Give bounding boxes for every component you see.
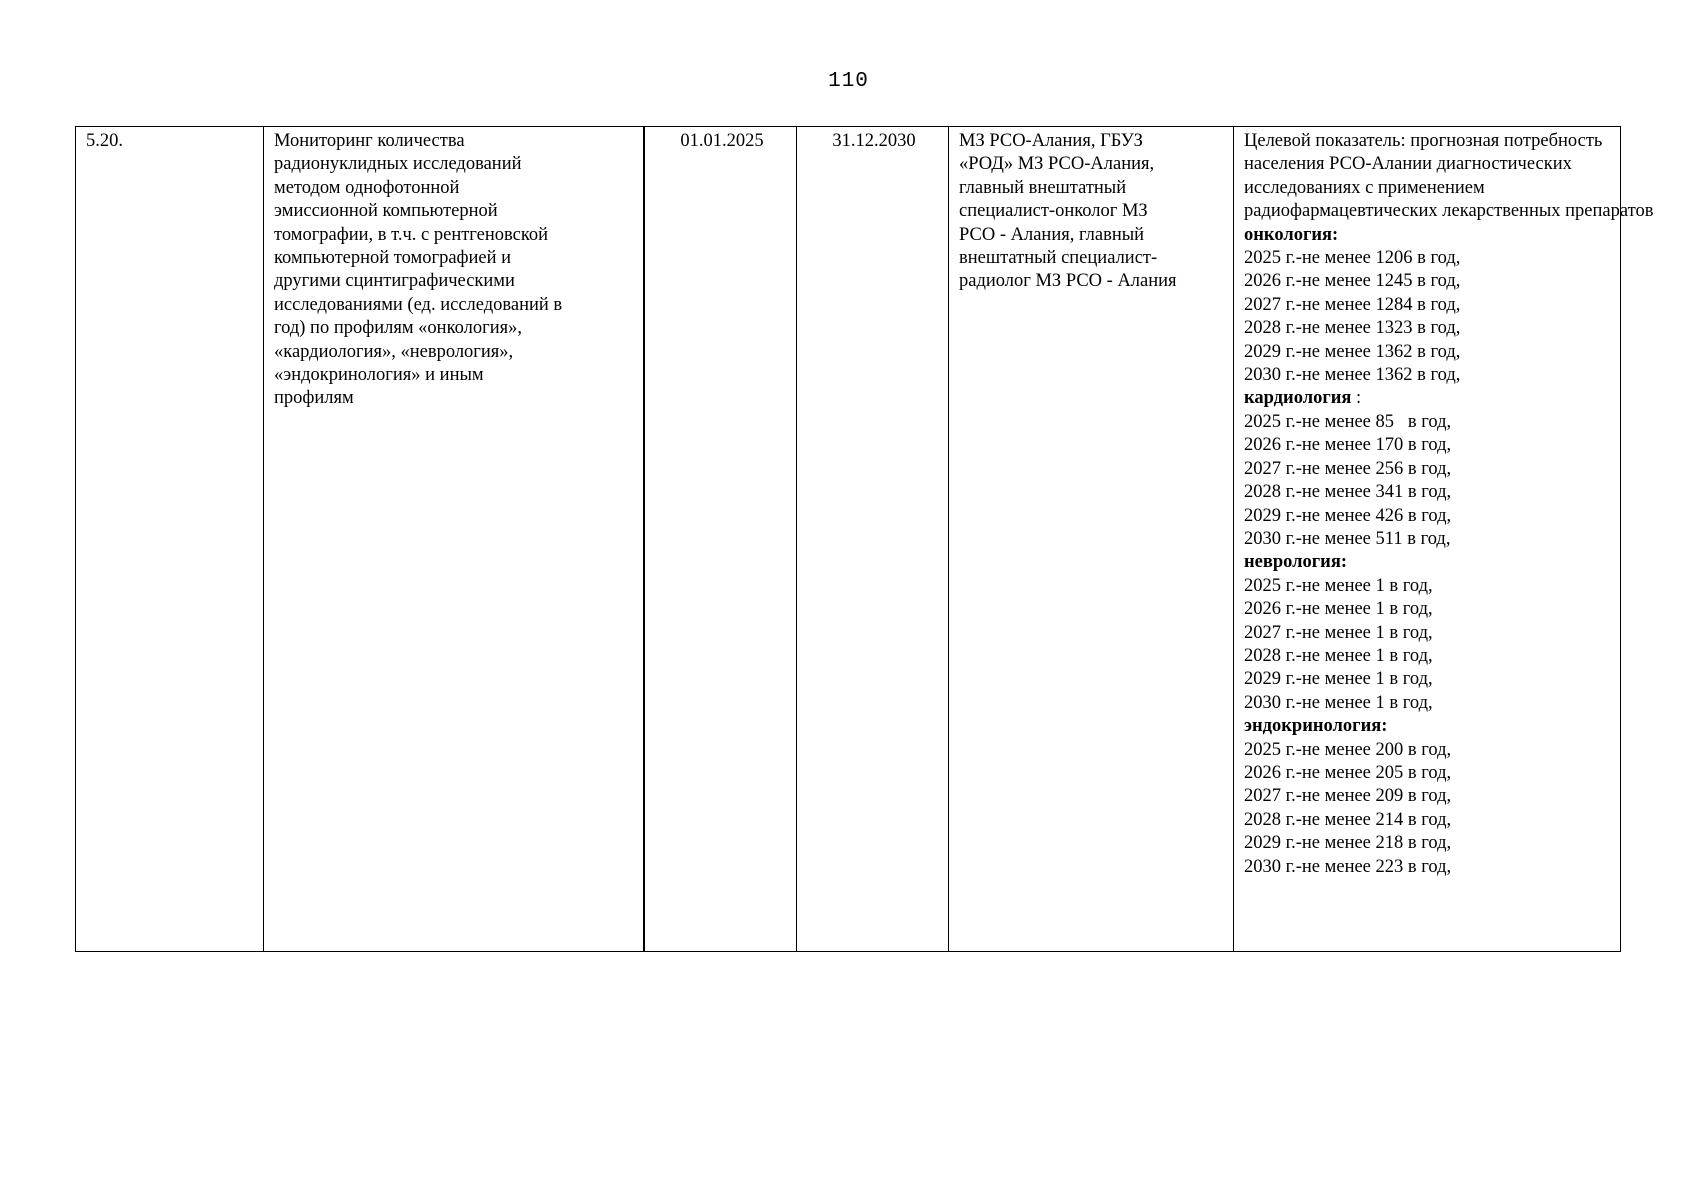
indicator-value-line: 2030 г.-не менее 1 в год, (1244, 692, 1433, 713)
indicator-intro-line: Целевой показатель: прогнозная потребность (1244, 131, 1603, 151)
indicator-value-line: 2028 г.-не менее 341 в год, (1244, 482, 1452, 503)
start-date-cell (644, 127, 797, 952)
responsible-line: специалист-онколог МЗ (959, 201, 1148, 222)
indicator-value-line: 2029 г.-не менее 1 в год, (1244, 669, 1433, 690)
indicator-value-line: 2027 г.-не менее 1284 в год, (1244, 294, 1461, 315)
end-date: 31.12.2030 (832, 131, 916, 151)
profile-title-suffix: : (1351, 388, 1362, 409)
start-date: 01.01.2025 (680, 131, 764, 151)
indicator-value-line: 2029 г.-не менее 1362 в год, (1244, 341, 1461, 362)
indicator-value-line: 2028 г.-не менее 1323 в год, (1244, 318, 1461, 339)
event-line: эмиссионной компьютерной (274, 201, 498, 222)
indicator-value-line: 2028 г.-не менее 1 в год, (1244, 645, 1433, 666)
indicator-value-line: 2027 г.-не менее 1 в год, (1244, 622, 1433, 643)
profile-title-oncology: онкология: (1244, 224, 1339, 245)
event-description-cell (264, 127, 645, 952)
row-number: 5.20. (86, 131, 123, 151)
event-line: «кардиология», «неврология», (274, 341, 514, 362)
profile-title-cardiology-row (1244, 387, 1613, 410)
event-line: профилям (274, 388, 354, 409)
plan-table (75, 126, 1654, 952)
responsible-line: РСО - Алания, главный (959, 224, 1145, 245)
event-line: год) по профилям «онкология», (274, 318, 522, 339)
indicator-intro-line: исследованиях с применением (1244, 177, 1485, 198)
indicator-value-line: 2026 г.-не менее 170 в год, (1244, 435, 1452, 456)
target-indicator-cell (1234, 127, 1654, 952)
event-line: томографии, в т.ч. с рентгеновской (274, 224, 549, 245)
responsible-line: радиолог МЗ РСО - Алания (959, 271, 1177, 292)
page-number: 110 (828, 70, 869, 93)
indicator-value-line: 2025 г.-не менее 1206 в год, (1244, 248, 1461, 269)
row-number-cell (76, 127, 264, 952)
indicator-value-line: 2030 г.-не менее 511 в год, (1244, 528, 1451, 549)
event-line: «эндокринология» и иным (274, 365, 484, 386)
responsible-line: «РОД» МЗ РСО-Алания, (959, 154, 1155, 175)
responsible-line: МЗ РСО-Алания, ГБУЗ (959, 131, 1143, 151)
event-line: методом однофотонной (274, 177, 460, 198)
indicator-value-line: 2030 г.-не менее 1362 в год, (1244, 365, 1461, 386)
end-date-cell (797, 127, 949, 952)
indicator-value-line: 2025 г.-не менее 200 в год, (1244, 739, 1452, 760)
indicator-value-line: 2029 г.-не менее 426 в год, (1244, 505, 1452, 526)
indicator-value-line: 2027 г.-не менее 256 в год, (1244, 458, 1452, 479)
responsible-line: внештатный специалист- (959, 248, 1158, 269)
indicator-value-line: 2027 г.-не менее 209 в год, (1244, 786, 1452, 807)
event-line: исследованиями (ед. исследований в (274, 294, 563, 315)
responsible-cell (949, 127, 1234, 952)
indicator-value-line: 2026 г.-не менее 1 в год, (1244, 599, 1433, 620)
indicator-value-line: 2029 г.-не менее 218 в год, (1244, 833, 1452, 854)
profile-title-endocrinology: эндокринология: (1244, 716, 1388, 737)
indicator-intro-line: радиофармацевтических лекарственных препаратов (1244, 201, 1654, 222)
indicator-value-line: 2026 г.-не менее 1245 в год, (1244, 271, 1461, 292)
indicator-value-line: 2025 г.-не менее 85 в год, (1244, 411, 1452, 432)
indicator-intro-line: населения РСО-Алании диагностических (1244, 154, 1572, 175)
indicator-value-line: 2025 г.-не менее 1 в год, (1244, 575, 1433, 596)
event-line: другими сцинтиграфическими (274, 271, 515, 292)
table-row (76, 127, 1621, 952)
profile-title-neurology: неврология: (1244, 552, 1348, 573)
event-line: Мониторинг количества (274, 131, 465, 151)
responsible-line: главный внештатный (959, 177, 1127, 198)
indicator-value-line: 2026 г.-не менее 205 в год, (1244, 762, 1452, 783)
event-line: компьютерной томографией и (274, 248, 512, 269)
indicator-value-line: 2030 г.-не менее 223 в год, (1244, 856, 1452, 877)
profile-title-cardiology: кардиология (1244, 388, 1352, 409)
event-line: радионуклидных исследований (274, 154, 522, 175)
indicator-value-line: 2028 г.-не менее 214 в год, (1244, 809, 1452, 830)
